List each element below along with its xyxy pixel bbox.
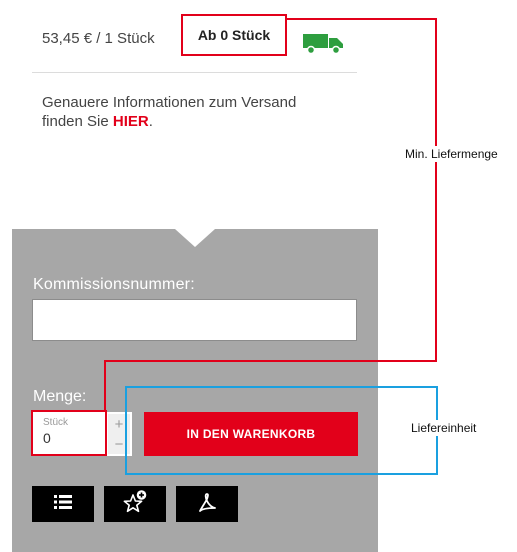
annotation-delivery-unit: Liefereinheit — [411, 421, 477, 435]
list-icon — [54, 495, 72, 514]
shipping-info-line1: Genauere Informationen zum Versand — [42, 94, 297, 111]
min-order-badge: Ab 0 Stück — [181, 14, 287, 56]
shipping-info — [42, 93, 342, 131]
annotation-blue-box — [125, 386, 438, 475]
list-button[interactable] — [32, 486, 94, 522]
quantity-label: Menge: — [33, 388, 87, 405]
kommission-input[interactable] — [32, 299, 357, 341]
truck-icon — [303, 32, 345, 54]
annotation-min-delivery: Min. Liefermenge — [405, 147, 498, 161]
quantity-unit-label: Stück — [43, 417, 69, 428]
panel-notch — [175, 229, 215, 247]
kommission-label: Kommissionsnummer: — [33, 276, 195, 293]
annotation-red-line — [435, 18, 437, 362]
annotation-red-box — [31, 410, 107, 456]
annotation-red-line — [104, 360, 106, 412]
star-plus-icon — [122, 489, 148, 520]
divider — [32, 72, 357, 73]
annotation-red-line — [287, 18, 437, 20]
quantity-increase-button[interactable]: + — [114, 415, 124, 433]
shipping-info-line2: finden Sie — [42, 113, 113, 130]
quantity-decrease-button[interactable]: − — [114, 435, 124, 453]
pdf-icon — [196, 491, 218, 518]
add-favorite-button[interactable] — [104, 486, 166, 522]
pdf-button[interactable] — [176, 486, 238, 522]
add-to-cart-button[interactable]: IN DEN WARENKORB — [144, 412, 358, 456]
quantity-value[interactable]: 0 — [43, 430, 51, 446]
shipping-info-link[interactable]: HIER — [112, 113, 149, 130]
annotation-red-line — [104, 360, 437, 362]
price-per-unit: 53,45 € / 1 Stück — [42, 30, 155, 47]
shipping-info-suffix: . — [148, 113, 153, 130]
